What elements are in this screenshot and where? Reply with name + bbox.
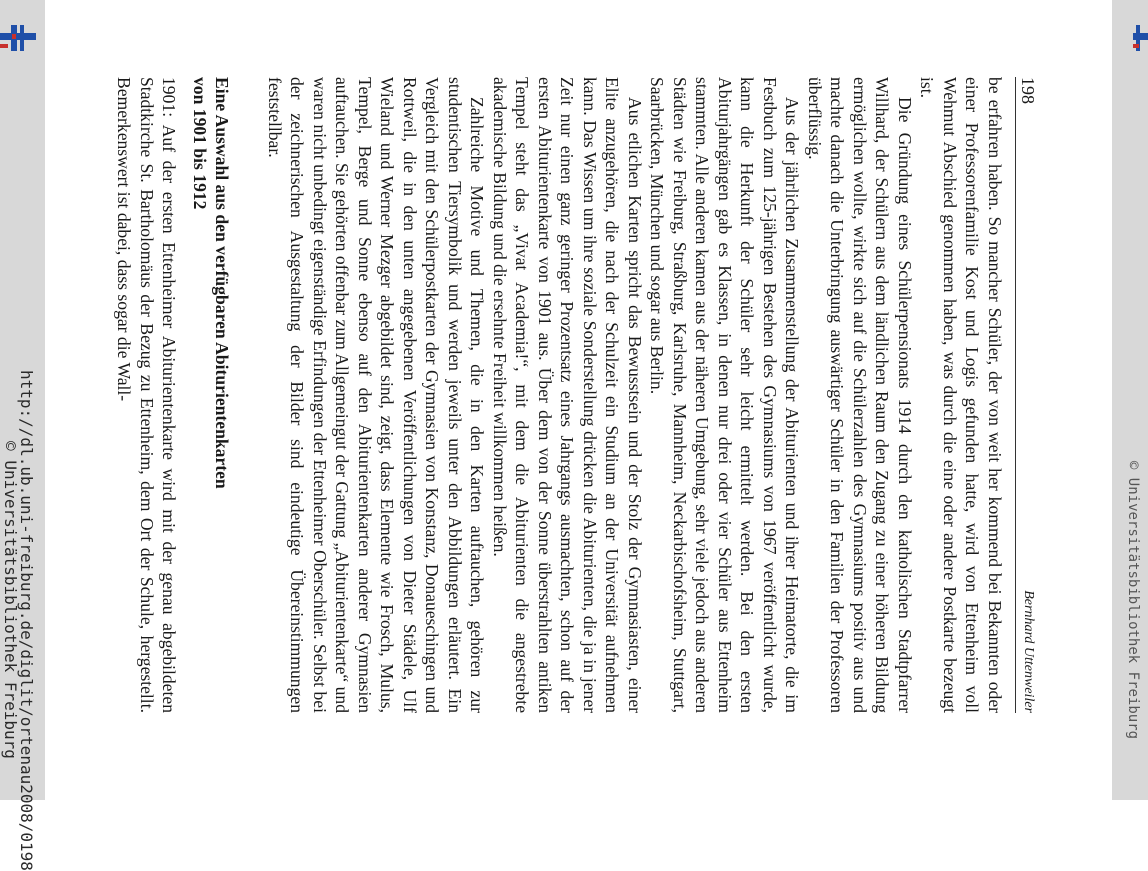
body-text [113, 77, 1006, 713]
library-logo-icon [0, 24, 36, 52]
paragraph: Aus der jährlichen Zusammenstellung der Abiturienten und ihrer Heimatorte, die im Festbuch zum 125-jährigen Bestehen des Gymnasiums von 1967 veröffentlicht wurde, kann die Herkunft der Schüler sehr leicht ermittelt werden. Bei den ersten Abiturjahrgängen gab es Klassen, in denen nur drei oder vier Schüler aus Ettenheim stammten. Alle anderen kamen aus der näheren Umgebung, sehr viele jedoch aus anderen Städten wie Freiburg, Straßburg, Karlsruhe, Mannheim, Neckarbischofsheim, Stuttgart, Saarbrücken, München und sogar aus Berlin. [647, 77, 803, 713]
paragraph: be erfahren haben. So mancher Schüler, der von weit her kommend bei Bekannten oder einer Professorenfamilie Kost und Logis gefunden hatte, wird von Ettenheim voll Wehmut Abschied genommen haben, was durch die eine oder andere Postkarte bezeugt ist. [917, 77, 1005, 713]
section-heading-line: von 1901 bis 1912 [190, 77, 210, 210]
page-number: 198 [1018, 77, 1038, 104]
library-logo-icon [1133, 24, 1148, 52]
running-head [1015, 77, 1040, 713]
document-page [100, 25, 1050, 775]
paragraph: Die Gründung eines Schülerpensionats 1914 durch den katholischen Stadtpfarrer Willhard, der Schülern aus dem ländlichen Raum den Zugang zu einer höheren Bildung ermöglichen wollte, wirkte sich auf die Schülerzahlen des Gymnasiums positiv aus und machte danach die Unterbringung auswärtiger Schüler in den Familien der Professoren überflüssig. [805, 77, 915, 713]
footer-copyright: © Universitätsbibliothek Freiburg [1, 441, 20, 759]
page-footer [1, 370, 36, 871]
running-author: Bernhard Uttenweiler [1021, 590, 1036, 713]
section-heading-line: Eine Auswahl aus den verfügbaren Abiturientenkarten [212, 77, 233, 489]
paragraph: Aus etlichen Karten spricht das Bewusstsein und der Stolz der Gymnasiasten, einer Elite anzugehören, die nach der Schulzeit ein Studium an der Universität aufnehmen kann. Das Wissen um ihre soziale Sonderstellung drücken die Abiturienten, die ja in jener Zeit nur einen ganz geringer Prozentsatz eines Jahrgangs ausmachten, schon auf der ersten Abiturientenkarte von 1901 aus. Über dem von der Sonne überstrahlten antiken Tempel steht das „Vivat Academia!“, mit dem die Abiturienten die angestrebte akademische Bildung und die ersehnte Freiheit willkommen heißen. [490, 77, 645, 713]
paragraph: 1901: Auf der ersten Ettenheimer Abiturientenkarte wird mit der genau abgebildeten Stadtkirche St. Bartholomäus der Bezug zu Ettenheim, dem Ort der Schule, hergestellt. Bemerkenswert ist dabei, dass sogar die Wall- [114, 77, 180, 713]
section-heading [189, 77, 234, 713]
right-copyright-stamp: © Universitätsbibliothek Freiburg [1125, 460, 1141, 740]
paragraph: Zahlreiche Motive und Themen, die in den Karten auftauchen, gehören zur studentischen Tiersymbolik und werden jeweils unter den Abbildungen erläutert. Ein Vergleich mit den Schülerpostkarten der Gymnasien von Konstanz, Donaueschingen und Rottweil, die in den unten angegebenen Veröffentlichungen von Dieter Städele, Ulf Wieland und Werner Mezger abgebildet sind, zeigt, dass Elemente wie Frosch, Mulus, Tempel, Berge und Sonne ebenso auf den Abiturientenkarten anderer Gymnasien auftauchen. Sie gehörten offenbar zum Allgemeingut der Gattung „Abiturientenkarte“ und waren nicht unbedingt eigenständige Erfindungen der Ettenheimer Oberschüler. Selbst bei der zeichnerischen Ausgestaltung der Bilder sind eindeutige Übereinstimmungen feststellbar. [265, 77, 488, 713]
footer-url[interactable]: http://dl.ub.uni-freiburg.de/diglit/ortenau2008/0198 [17, 370, 36, 871]
